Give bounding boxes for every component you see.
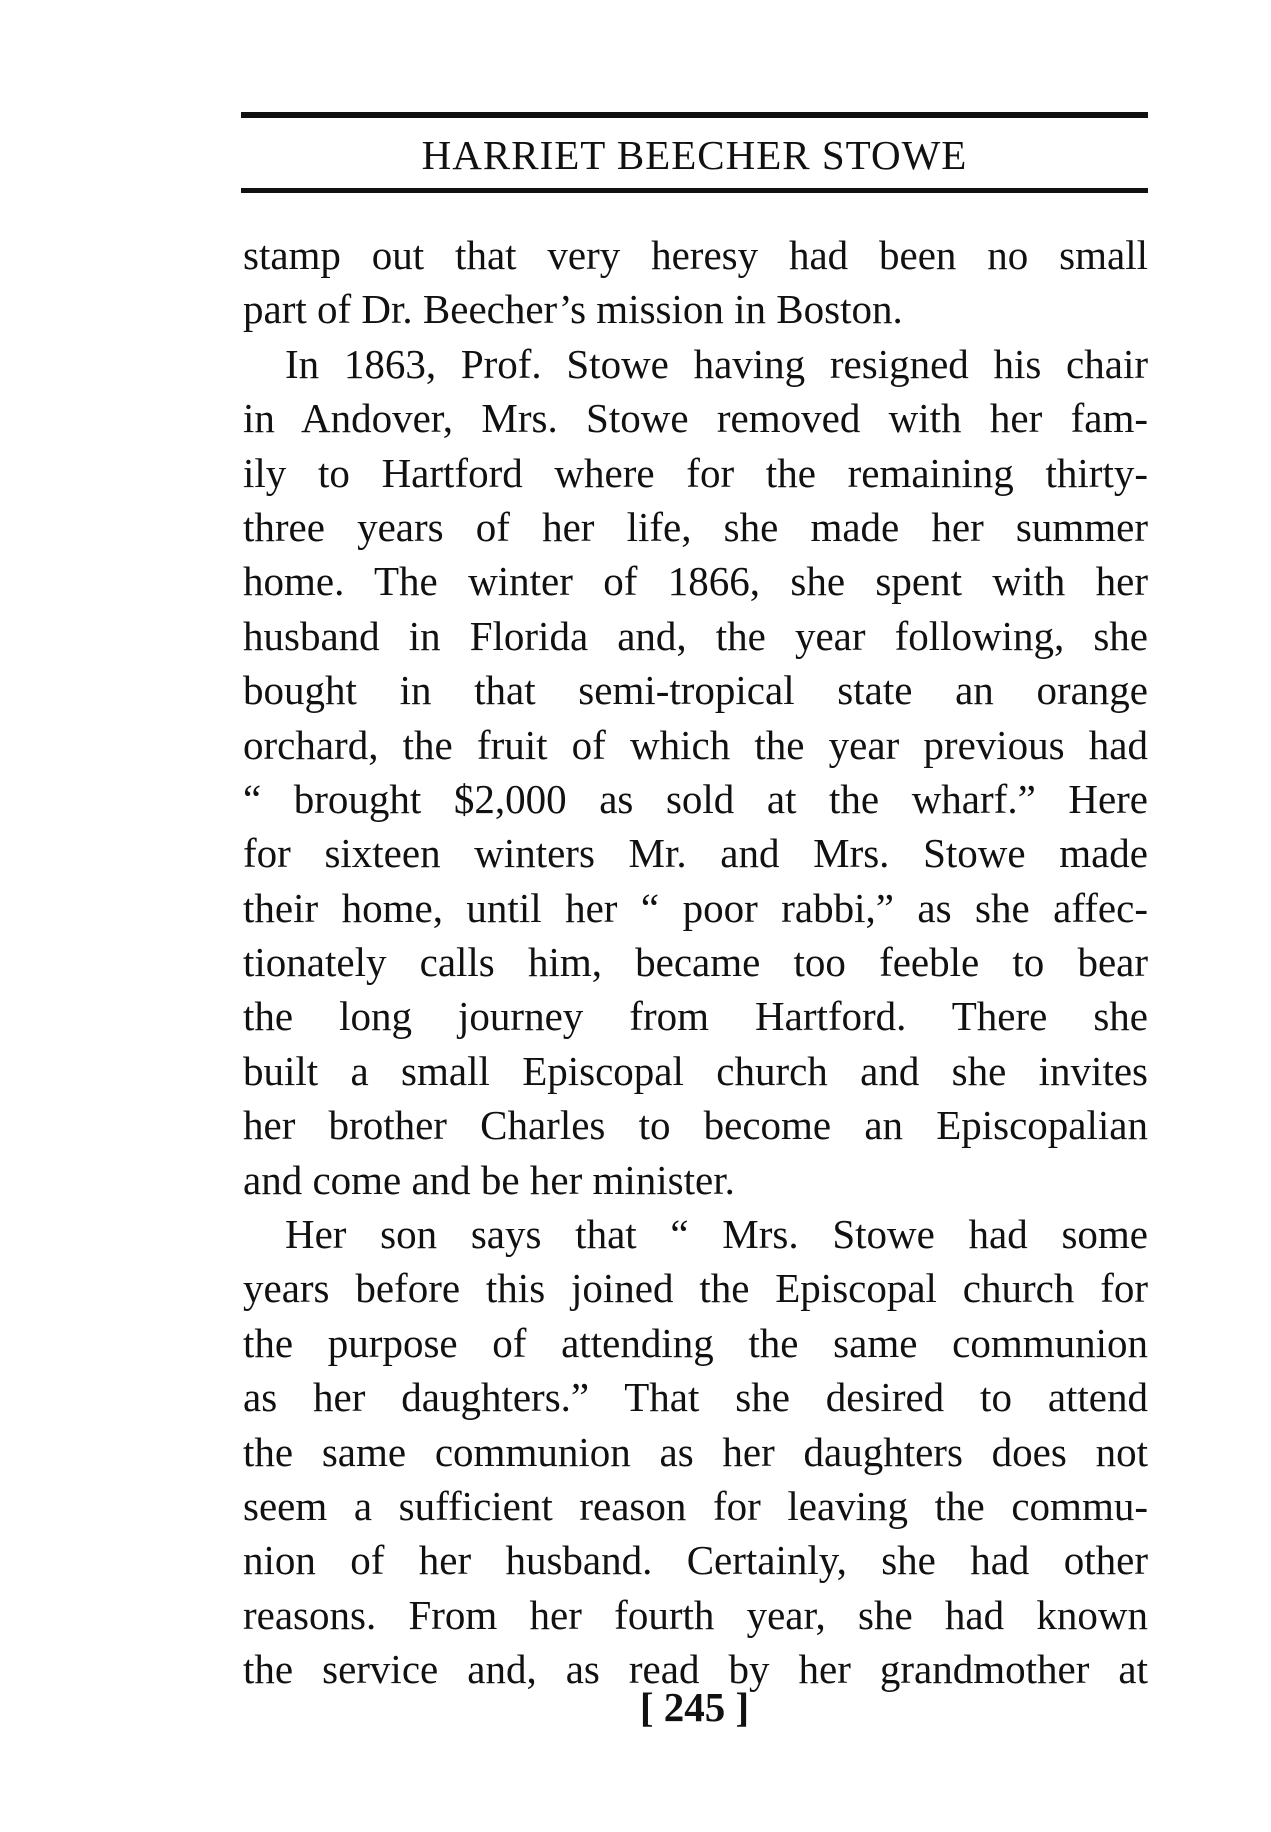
text-line: bought in that semi-tropical state an orange: [243, 667, 1148, 714]
text-line: reasons. From her fourth year, she had known: [243, 1591, 1148, 1638]
page-number: [ 245 ]: [639, 1684, 750, 1730]
header-bottom-rule: [241, 188, 1148, 193]
text-line: nion of her husband. Certainly, she had other: [243, 1537, 1148, 1584]
text-line: stamp out that very heresy had been no small: [243, 232, 1148, 278]
text-line: the service and, as read by her grandmother at: [243, 1646, 1148, 1693]
text-line: In 1863, Prof. Stowe having resigned his chair: [285, 340, 1148, 387]
text-line: as her daughters.” That she desired to attend: [243, 1374, 1148, 1421]
text-line: home. The winter of 1866, she spent with her: [243, 558, 1148, 605]
text-line: tionately calls him, became too feeble to bear: [243, 939, 1148, 986]
text-line: years before this joined the Episcopal church for: [243, 1265, 1148, 1312]
text-line: “ brought $2,000 as sold at the wharf.” Here: [243, 775, 1148, 822]
body-text: [243, 228, 1148, 1697]
text-line: the long journey from Hartford. There she: [243, 993, 1148, 1040]
text-line: built a small Episcopal church and she invites: [243, 1047, 1148, 1094]
text-line: in Andover, Mrs. Stowe removed with her fam-: [243, 395, 1148, 442]
text-line: their home, until her “ poor rabbi,” as she affec-: [243, 884, 1148, 931]
text-line: for sixteen winters Mr. and Mrs. Stowe made: [243, 830, 1148, 877]
text-line: husband in Florida and, the year following, she: [243, 612, 1148, 659]
text-line: seem a sufficient reason for leaving the commu-: [243, 1482, 1148, 1529]
text-line: orchard, the fruit of which the year previous had: [243, 721, 1148, 768]
text-line: Her son says that “ Mrs. Stowe had some: [285, 1211, 1148, 1258]
running-head: HARRIET BEECHER STOWE: [421, 132, 968, 178]
header-top-rule: [241, 112, 1148, 118]
text-line: ily to Hartford where for the remaining thirty-: [243, 449, 1148, 496]
text-line: and come and be her minister.: [243, 1156, 735, 1203]
text-line: three years of her life, she made her summer: [243, 503, 1148, 550]
text-line: her brother Charles to become an Episcopalian: [243, 1102, 1148, 1149]
text-line: the purpose of attending the same communion: [243, 1319, 1148, 1366]
text-line: the same communion as her daughters does not: [243, 1428, 1148, 1475]
text-line: part of Dr. Beecher’s mission in Boston.: [243, 286, 903, 333]
